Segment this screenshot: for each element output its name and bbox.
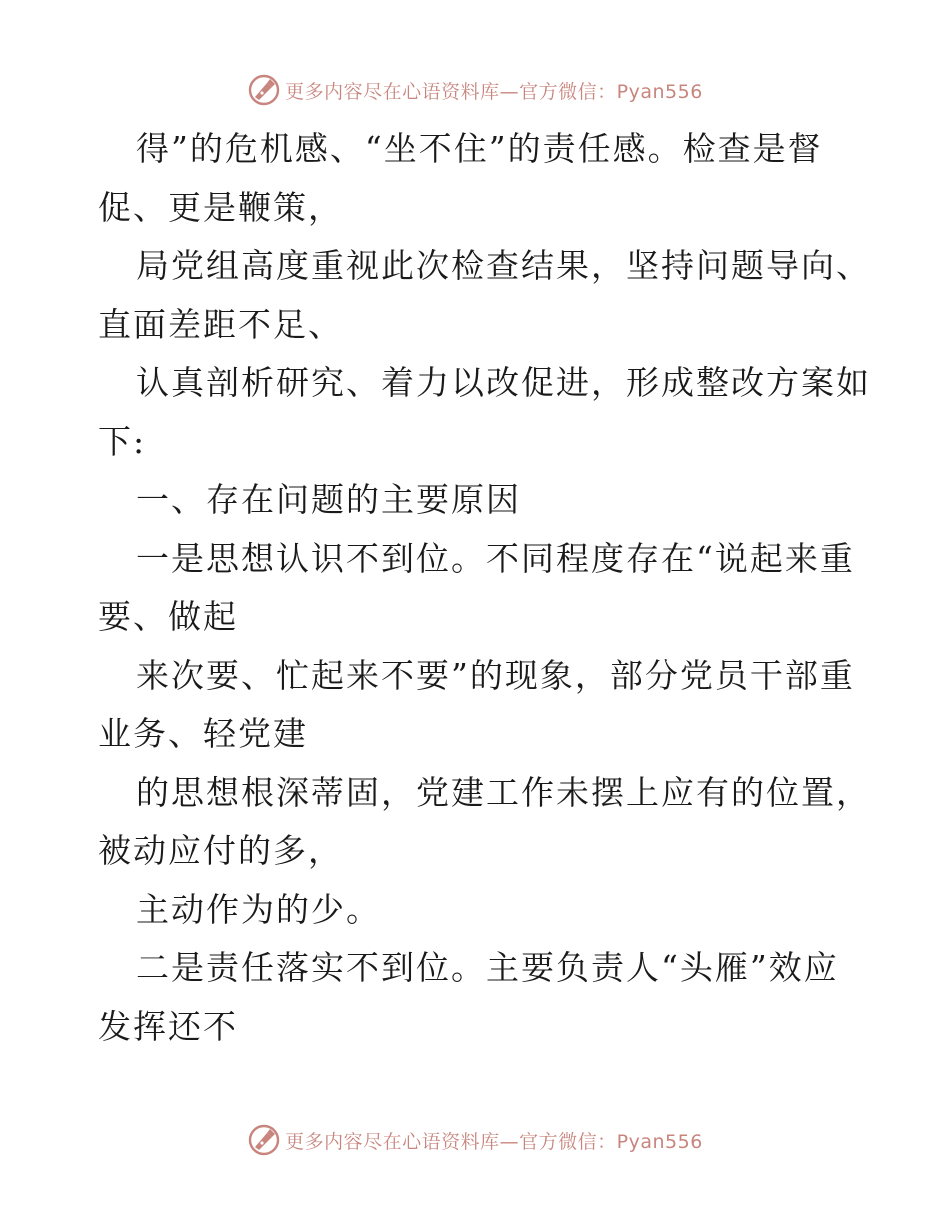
text-line: 来次要、忙起来不要”的现象，部分党员干部重 — [136, 655, 855, 695]
text-line: 一是思想认识不到位。不同程度存在“说起来重 — [136, 538, 855, 578]
watermark-text: 更多内容尽在心语资料库—官方微信：Pyan556 — [285, 1130, 703, 1153]
text-line: 的思想根深蒂固，党建工作未摆上应有的位置， — [136, 772, 871, 812]
watermark-text: 更多内容尽在心语资料库—官方微信：Pyan556 — [285, 80, 703, 103]
text-line: 下: — [98, 421, 147, 461]
text-line: 要、做起 — [98, 597, 238, 636]
text-line: 一、存在问题的主要原因 — [136, 480, 521, 519]
text-line: 直面差距不足、 — [98, 304, 343, 344]
text-line: 业务、轻党建 — [98, 714, 308, 753]
document-body — [98, 120, 871, 1056]
text-line: 局党组高度重视此次检查结果，坚持问题导向、 — [136, 246, 871, 285]
text-line: 促、更是鞭策， — [98, 187, 343, 227]
footer-watermark — [0, 1120, 950, 1160]
text-line: 被动应付的多， — [98, 831, 343, 870]
pen-nib-logo-icon — [247, 73, 281, 107]
pen-nib-logo-icon — [247, 1123, 281, 1157]
header-watermark — [0, 70, 950, 110]
text-line: 发挥还不 — [98, 1006, 238, 1046]
text-line: 主动作为的少。 — [136, 889, 381, 929]
text-line: 得”的危机感、“坐不住”的责任感。检查是督 — [136, 129, 823, 168]
text-line: 二是责任落实不到位。主要负责人“头雁”效应 — [136, 948, 839, 987]
text-line: 认真剖析研究、着力以改促进，形成整改方案如 — [136, 363, 871, 402]
